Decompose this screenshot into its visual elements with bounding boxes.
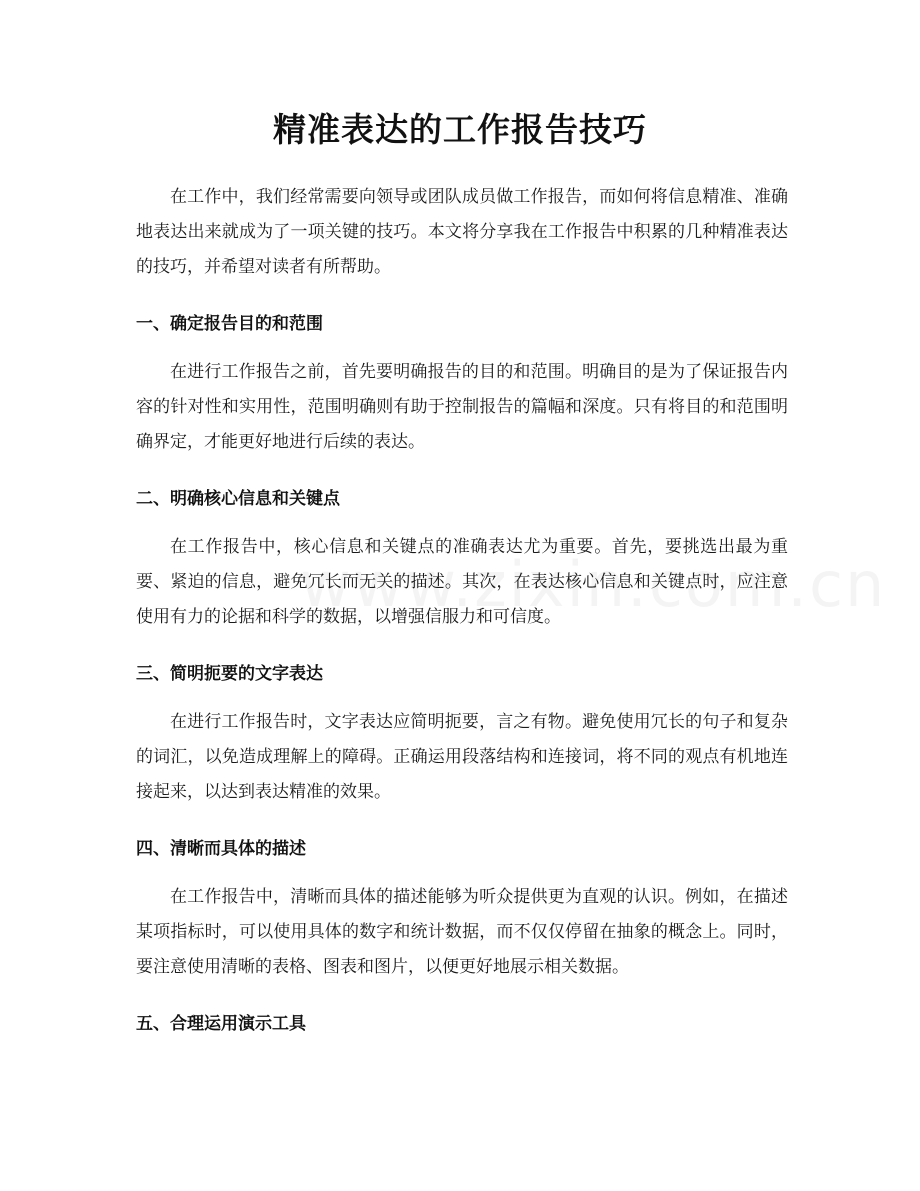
section-heading-2: 二、明确核心信息和关键点 xyxy=(136,489,340,509)
section-heading-5: 五、合理运用演示工具 xyxy=(136,1014,306,1034)
section-heading-4: 四、清晰而具体的描述 xyxy=(136,839,306,859)
intro-paragraph: 在工作中，我们经常需要向领导或团队成员做工作报告，而如何将信息精准、准确地表达出来就成为了一项关键的技巧。本文将分享我在工作报告中积累的几种精准表达的技巧，并希望对读者有所帮助。 xyxy=(136,187,788,277)
section-body-3: 在进行工作报告时，文字表达应简明扼要，言之有物。避免使用冗长的句子和复杂的词汇，以免造成理解上的障碍。正确运用段落结构和连接词，将不同的观点有机地连接起来，以达到表达精准的效果。 xyxy=(136,712,788,802)
section-body-4: 在工作报告中，清晰而具体的描述能够为听众提供更为直观的认识。例如，在描述某项指标时，可以使用具体的数字和统计数据，而不仅仅停留在抽象的概念上。同时，要注意使用清晰的表格、图表和图片，以便更好地展示相关数据。 xyxy=(136,887,788,977)
document-title: 精准表达的工作报告技巧 xyxy=(273,110,647,149)
section-heading-3: 三、简明扼要的文字表达 xyxy=(136,664,323,684)
section-body-2: 在工作报告中，核心信息和关键点的准确表达尤为重要。首先，要挑选出最为重要、紧迫的信息，避免冗长而无关的描述。其次，在表达核心信息和关键点时，应注意使用有力的论据和科学的数据，以增强信服力和可信度。 xyxy=(136,537,788,627)
section-heading-1: 一、确定报告目的和范围 xyxy=(136,314,323,334)
section-body-1: 在进行工作报告之前，首先要明确报告的目的和范围。明确目的是为了保证报告内容的针对性和实用性，范围明确则有助于控制报告的篇幅和深度。只有将目的和范围明确界定，才能更好地进行后续的表达。 xyxy=(136,362,788,452)
document-body xyxy=(136,180,788,1055)
